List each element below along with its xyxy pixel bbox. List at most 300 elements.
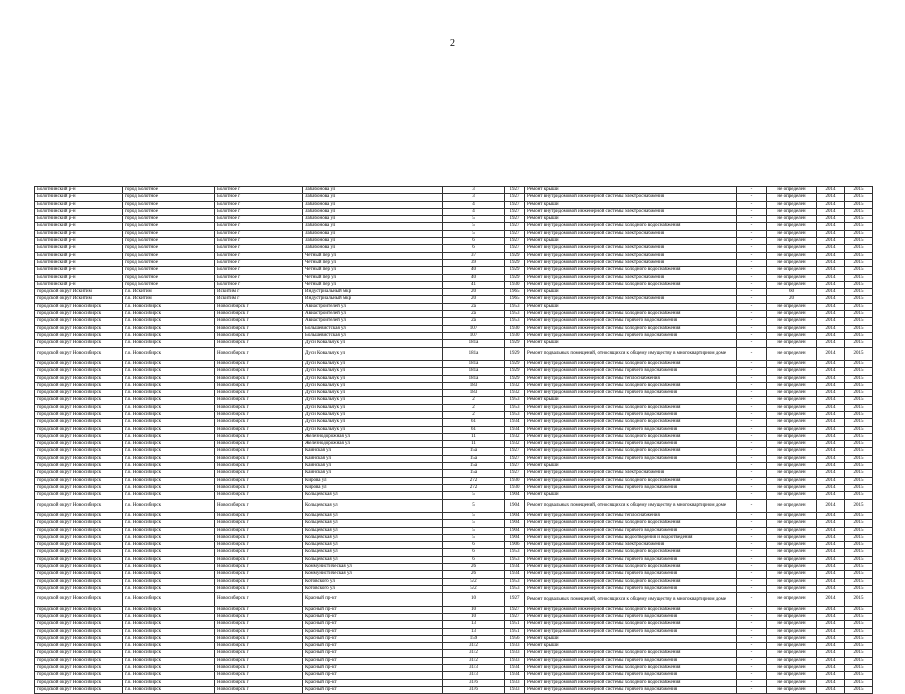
end-year-cell: 2015 <box>845 650 873 657</box>
start-year-cell: 2014 <box>817 201 845 208</box>
table-row <box>35 419 873 426</box>
municipal-district-cell: городской округ Новосибирск <box>35 664 123 671</box>
locality-cell: Болотное г <box>215 201 303 208</box>
locality-cell: Искитим г <box>215 289 303 296</box>
table-row <box>35 325 873 332</box>
work-type-cell: Ремонт внутридомовой инженерной системы горячего водоснабжения <box>525 390 737 397</box>
dash-cell: - <box>737 571 767 578</box>
municipal-district-cell: городской округ Новосибирск <box>35 549 123 556</box>
municipal-district-cell: городской округ Новосибирск <box>35 412 123 419</box>
build-year-cell: 1953 <box>505 318 525 325</box>
build-year-cell: 1904 <box>505 499 525 512</box>
end-year-cell: 2015 <box>845 201 873 208</box>
dash-cell: - <box>737 289 767 296</box>
locality-cell: Новосибирск г <box>215 512 303 519</box>
table-row <box>35 208 873 215</box>
house-number-cell: 2 <box>443 412 505 419</box>
table-row <box>35 628 873 635</box>
start-year-cell: 2014 <box>817 230 845 237</box>
start-year-cell: 2014 <box>817 433 845 440</box>
house-number-cell: 2 <box>443 404 505 411</box>
settlement-cell: г.о. Новосибирск <box>123 477 215 484</box>
dash-cell: - <box>737 419 767 426</box>
settlement-cell: г.о. Искитим <box>123 296 215 303</box>
build-year-cell: 1951 <box>505 621 525 628</box>
cost-cell: не определен <box>767 643 817 650</box>
work-type-cell: Ремонт внутридомовой инженерной системы холодного водоснабжения <box>525 382 737 389</box>
municipal-district-cell: городской округ Искитим <box>35 289 123 296</box>
settlement-cell: г.о. Новосибирск <box>123 340 215 347</box>
work-type-cell: Ремонт крыши <box>525 635 737 642</box>
locality-cell: Новосибирск г <box>215 585 303 592</box>
house-number-cell: 5 <box>443 216 505 223</box>
work-type-cell: Ремонт внутридомовой инженерной системы горячего водоснабжения <box>525 426 737 433</box>
municipal-district-cell: Болотнинский р-н <box>35 187 123 194</box>
street-cell: Дуси Ковальчук ул <box>303 347 443 360</box>
end-year-cell: 2015 <box>845 289 873 296</box>
start-year-cell: 2014 <box>817 311 845 318</box>
dash-cell: - <box>737 382 767 389</box>
end-year-cell: 2015 <box>845 340 873 347</box>
municipal-district-cell: городской округ Новосибирск <box>35 404 123 411</box>
cost-cell: не определен <box>767 628 817 635</box>
settlement-cell: г.о. Новосибирск <box>123 368 215 375</box>
table-row <box>35 397 873 404</box>
dash-cell: - <box>737 340 767 347</box>
settlement-cell: г.о. Новосибирск <box>123 455 215 462</box>
street-cell: Дуси Ковальчук ул <box>303 375 443 382</box>
build-year-cell: 1965 <box>505 289 525 296</box>
dash-cell: - <box>737 564 767 571</box>
table-row <box>35 303 873 310</box>
locality-cell: Искитим г <box>215 296 303 303</box>
build-year-cell: 1927 <box>505 208 525 215</box>
start-year-cell: 2014 <box>817 549 845 556</box>
settlement-cell: г.о. Новосибирск <box>123 492 215 499</box>
house-number-cell: 181а <box>443 368 505 375</box>
build-year-cell: 1927 <box>505 470 525 477</box>
build-year-cell: 1930 <box>505 484 525 491</box>
work-type-cell: Ремонт внутридомовой инженерной системы электроснабжения <box>525 470 737 477</box>
street-cell: Четный пер ул <box>303 259 443 266</box>
end-year-cell: 2015 <box>845 477 873 484</box>
work-type-cell: Ремонт крыши <box>525 643 737 650</box>
work-type-cell: Ремонт внутридомовой инженерной системы холодного водоснабжения <box>525 360 737 367</box>
street-cell: Дуси Ковальчук ул <box>303 340 443 347</box>
build-year-cell: 1933 <box>505 686 525 693</box>
locality-cell: Новосибирск г <box>215 455 303 462</box>
locality-cell: Новосибирск г <box>215 672 303 679</box>
work-type-cell: Ремонт внутридомовой инженерной системы водоотведения и водоотведения <box>525 534 737 541</box>
house-number-cell: 15а <box>443 463 505 470</box>
start-year-cell: 2014 <box>817 571 845 578</box>
work-type-cell: Ремонт внутридомовой инженерной системы горячего водоснабжения <box>525 455 737 462</box>
start-year-cell: 2014 <box>817 585 845 592</box>
house-number-cell: 5 <box>443 499 505 512</box>
end-year-cell: 2015 <box>845 404 873 411</box>
settlement-cell: г.о. Новосибирск <box>123 303 215 310</box>
dash-cell: - <box>737 512 767 519</box>
start-year-cell: 2014 <box>817 643 845 650</box>
street-cell: Дуси Ковальчук ул <box>303 404 443 411</box>
cost-cell: не определен <box>767 311 817 318</box>
dash-cell: - <box>737 578 767 585</box>
street-cell: Каинская ул <box>303 470 443 477</box>
start-year-cell: 2014 <box>817 686 845 693</box>
table-row <box>35 267 873 274</box>
dash-cell: - <box>737 238 767 245</box>
municipal-district-cell: Болотнинский р-н <box>35 201 123 208</box>
locality-cell: Новосибирск г <box>215 368 303 375</box>
cost-cell: не определен <box>767 606 817 613</box>
start-year-cell: 2014 <box>817 267 845 274</box>
house-number-cell: 31/2 <box>443 650 505 657</box>
table-row <box>35 216 873 223</box>
table-row <box>35 404 873 411</box>
work-type-cell: Ремонт внутридомовой инженерной системы горячего водоснабжения <box>525 657 737 664</box>
build-year-cell: 1934 <box>505 571 525 578</box>
locality-cell: Новосибирск г <box>215 621 303 628</box>
locality-cell: Новосибирск г <box>215 426 303 433</box>
house-number-cell: 5 <box>443 230 505 237</box>
table-row <box>35 477 873 484</box>
locality-cell: Болотное г <box>215 245 303 252</box>
house-number-cell: 15а <box>443 455 505 462</box>
work-type-cell: Ремонт внутридомовой инженерной системы горячего водоснабжения <box>525 441 737 448</box>
house-number-cell: 272 <box>443 484 505 491</box>
table-row <box>35 578 873 585</box>
cost-cell: не определен <box>767 527 817 534</box>
build-year-cell: 1927 <box>505 593 525 606</box>
cost-cell: не определен <box>767 245 817 252</box>
work-type-cell: Ремонт внутридомовой инженерной системы холодного водоснабжения <box>525 223 737 230</box>
build-year-cell: 1953 <box>505 578 525 585</box>
table-row <box>35 201 873 208</box>
locality-cell: Новосибирск г <box>215 635 303 642</box>
work-type-cell: Ремонт внутридомовой инженерной системы горячего водоснабжения <box>525 484 737 491</box>
municipal-district-cell: городской округ Новосибирск <box>35 534 123 541</box>
settlement-cell: город Болотное <box>123 245 215 252</box>
settlement-cell: г.о. Новосибирск <box>123 426 215 433</box>
settlement-cell: г.о. Новосибирск <box>123 397 215 404</box>
dash-cell: - <box>737 664 767 671</box>
start-year-cell: 2014 <box>817 542 845 549</box>
street-cell: Большевистская ул <box>303 325 443 332</box>
start-year-cell: 2014 <box>817 613 845 620</box>
table-row <box>35 382 873 389</box>
table-row <box>35 433 873 440</box>
cost-cell: не определен <box>767 542 817 549</box>
municipal-district-cell: городской округ Новосибирск <box>35 520 123 527</box>
street-cell: Дуси Ковальчук ул <box>303 419 443 426</box>
build-year-cell: 1933 <box>505 650 525 657</box>
street-cell: Железнодорожная ул <box>303 433 443 440</box>
municipal-district-cell: городской округ Новосибирск <box>35 382 123 389</box>
cost-cell: не определен <box>767 303 817 310</box>
municipal-district-cell: городской округ Новосибирск <box>35 441 123 448</box>
settlement-cell: город Болотное <box>123 201 215 208</box>
locality-cell: Болотное г <box>215 187 303 194</box>
dash-cell: - <box>737 281 767 288</box>
end-year-cell: 2015 <box>845 281 873 288</box>
start-year-cell: 2014 <box>817 223 845 230</box>
table-row <box>35 686 873 693</box>
locality-cell: Болотное г <box>215 194 303 201</box>
settlement-cell: г.о. Новосибирск <box>123 621 215 628</box>
locality-cell: Болотное г <box>215 259 303 266</box>
municipal-district-cell: городской округ Новосибирск <box>35 318 123 325</box>
table-row <box>35 463 873 470</box>
house-number-cell: 6 <box>443 238 505 245</box>
dash-cell: - <box>737 303 767 310</box>
table-row <box>35 252 873 259</box>
work-type-cell: Ремонт внутридомовой инженерной системы холодного водоснабжения <box>525 311 737 318</box>
end-year-cell: 2015 <box>845 412 873 419</box>
start-year-cell: 2014 <box>817 426 845 433</box>
dash-cell: - <box>737 650 767 657</box>
house-number-cell: 40 <box>443 274 505 281</box>
table-row <box>35 534 873 541</box>
work-type-cell: Ремонт крыши <box>525 463 737 470</box>
street-cell: Кольцевская ул <box>303 492 443 499</box>
municipal-district-cell: Болотнинский р-н <box>35 252 123 259</box>
house-number-cell: 183 <box>443 382 505 389</box>
table-row <box>35 542 873 549</box>
build-year-cell: 1933 <box>505 643 525 650</box>
work-type-cell: Ремонт внутридомовой инженерной системы горячего водоснабжения <box>525 412 737 419</box>
start-year-cell: 2014 <box>817 296 845 303</box>
dash-cell: - <box>737 208 767 215</box>
end-year-cell: 2015 <box>845 347 873 360</box>
house-number-cell: 3 <box>443 187 505 194</box>
start-year-cell: 2014 <box>817 375 845 382</box>
locality-cell: Болотное г <box>215 267 303 274</box>
dash-cell: - <box>737 267 767 274</box>
dash-cell: - <box>737 311 767 318</box>
street-cell: Красный пр-кт <box>303 628 443 635</box>
cost-cell: не определен <box>767 672 817 679</box>
build-year-cell: 1953 <box>505 311 525 318</box>
street-cell: Кольцевская ул <box>303 556 443 563</box>
municipal-district-cell: Болотнинский р-н <box>35 245 123 252</box>
dash-cell: - <box>737 549 767 556</box>
end-year-cell: 2015 <box>845 433 873 440</box>
cost-cell: не определен <box>767 318 817 325</box>
locality-cell: Новосибирск г <box>215 593 303 606</box>
house-number-cell: 26 <box>443 564 505 571</box>
table-row <box>35 390 873 397</box>
dash-cell: - <box>737 390 767 397</box>
house-number-cell: 5/2 <box>443 578 505 585</box>
dash-cell: - <box>737 296 767 303</box>
work-type-cell: Ремонт крыши <box>525 492 737 499</box>
work-type-cell: Ремонт внутридомовой инженерной системы электроснабжения <box>525 542 737 549</box>
municipal-district-cell: Болотнинский р-н <box>35 274 123 281</box>
street-cell: Кольцевская ул <box>303 534 443 541</box>
work-type-cell: Ремонт внутридомовой инженерной системы холодного водоснабжения <box>525 520 737 527</box>
locality-cell: Болотное г <box>215 274 303 281</box>
locality-cell: Новосибирск г <box>215 397 303 404</box>
start-year-cell: 2014 <box>817 245 845 252</box>
build-year-cell: 1929 <box>505 375 525 382</box>
work-type-cell: Ремонт внутридомовой инженерной системы электроснабжения <box>525 245 737 252</box>
work-type-cell: Ремонт внутридомовой инженерной системы теплоснабжения <box>525 375 737 382</box>
dash-cell: - <box>737 426 767 433</box>
settlement-cell: г.о. Новосибирск <box>123 657 215 664</box>
dash-cell: - <box>737 463 767 470</box>
street-cell: Каинская ул <box>303 463 443 470</box>
start-year-cell: 2014 <box>817 512 845 519</box>
settlement-cell: г.о. Новосибирск <box>123 441 215 448</box>
cost-cell: не определен <box>767 556 817 563</box>
municipal-district-cell: городской округ Новосибирск <box>35 455 123 462</box>
dash-cell: - <box>737 252 767 259</box>
street-cell: Авиастроителей ул <box>303 318 443 325</box>
house-number-cell: 5 <box>443 520 505 527</box>
settlement-cell: г.о. Новосибирск <box>123 382 215 389</box>
end-year-cell: 2015 <box>845 585 873 592</box>
house-number-cell: 2 <box>443 397 505 404</box>
settlement-cell: г.о. Новосибирск <box>123 499 215 512</box>
table-row <box>35 259 873 266</box>
locality-cell: Новосибирск г <box>215 340 303 347</box>
house-number-cell: 4 <box>443 208 505 215</box>
municipal-district-cell: городской округ Новосибирск <box>35 657 123 664</box>
house-number-cell: 107 <box>443 325 505 332</box>
settlement-cell: город Болотное <box>123 259 215 266</box>
start-year-cell: 2014 <box>817 347 845 360</box>
work-type-cell: Ремонт крыши <box>525 201 737 208</box>
work-type-cell: Ремонт внутридомовой инженерной системы холодного водоснабжения <box>525 606 737 613</box>
start-year-cell: 2014 <box>817 606 845 613</box>
dash-cell: - <box>737 216 767 223</box>
street-cell: Каинская ул <box>303 448 443 455</box>
cost-cell: не определен <box>767 412 817 419</box>
build-year-cell: 1927 <box>505 606 525 613</box>
street-cell: Красный пр-кт <box>303 664 443 671</box>
start-year-cell: 2014 <box>817 628 845 635</box>
house-number-cell: 13 <box>443 621 505 628</box>
municipal-district-cell: Болотнинский р-н <box>35 238 123 245</box>
cost-cell: не определен <box>767 223 817 230</box>
start-year-cell: 2014 <box>817 259 845 266</box>
cost-cell: не определен <box>767 382 817 389</box>
dash-cell: - <box>737 635 767 642</box>
house-number-cell: 11 <box>443 433 505 440</box>
table-row <box>35 593 873 606</box>
cost-cell: не определен <box>767 564 817 571</box>
settlement-cell: г.о. Новосибирск <box>123 520 215 527</box>
end-year-cell: 2015 <box>845 657 873 664</box>
table-row <box>35 499 873 512</box>
work-type-cell: Ремонт внутридомовой инженерной системы горячего водоснабжения <box>525 672 737 679</box>
build-year-cell: 1934 <box>505 564 525 571</box>
build-year-cell: 1933 <box>505 657 525 664</box>
end-year-cell: 2015 <box>845 484 873 491</box>
work-type-cell: Ремонт внутридомовой инженерной системы холодного водоснабжения <box>525 664 737 671</box>
settlement-cell: город Болотное <box>123 187 215 194</box>
cost-cell: не определен <box>767 571 817 578</box>
cost-cell: не определен <box>767 650 817 657</box>
table-row <box>35 455 873 462</box>
end-year-cell: 2015 <box>845 492 873 499</box>
settlement-cell: город Болотное <box>123 238 215 245</box>
street-cell: Красный пр-кт <box>303 657 443 664</box>
table-row <box>35 556 873 563</box>
cost-cell: не определен <box>767 585 817 592</box>
table-row <box>35 311 873 318</box>
street-cell: Красный пр-кт <box>303 679 443 686</box>
settlement-cell: г.о. Новосибирск <box>123 433 215 440</box>
build-year-cell: 1927 <box>505 245 525 252</box>
locality-cell: Новосибирск г <box>215 664 303 671</box>
end-year-cell: 2015 <box>845 679 873 686</box>
cost-cell: не определен <box>767 187 817 194</box>
locality-cell: Болотное г <box>215 216 303 223</box>
table-row <box>35 549 873 556</box>
municipal-district-cell: городской округ Новосибирск <box>35 375 123 382</box>
locality-cell: Новосибирск г <box>215 492 303 499</box>
table-row <box>35 470 873 477</box>
cost-cell: не определен <box>767 281 817 288</box>
end-year-cell: 2015 <box>845 549 873 556</box>
house-number-cell: 5 <box>443 492 505 499</box>
dash-cell: - <box>737 187 767 194</box>
street-cell: Коммунистическая ул <box>303 571 443 578</box>
settlement-cell: город Болотное <box>123 281 215 288</box>
dash-cell: - <box>737 441 767 448</box>
start-year-cell: 2014 <box>817 318 845 325</box>
municipal-district-cell: Болотнинский р-н <box>35 267 123 274</box>
build-year-cell: 1953 <box>505 412 525 419</box>
build-year-cell: 1927 <box>505 463 525 470</box>
cost-cell: не определен <box>767 621 817 628</box>
build-year-cell: 1927 <box>505 448 525 455</box>
house-number-cell: 6 <box>443 556 505 563</box>
house-number-cell: 13 <box>443 628 505 635</box>
end-year-cell: 2015 <box>845 216 873 223</box>
start-year-cell: 2014 <box>817 527 845 534</box>
cost-cell: не определен <box>767 194 817 201</box>
start-year-cell: 2014 <box>817 477 845 484</box>
house-number-cell: 183 <box>443 390 505 397</box>
table-row <box>35 512 873 519</box>
work-type-cell: Ремонт внутридомовой инженерной системы теплоснабжения <box>525 512 737 519</box>
street-cell: Кольцевская ул <box>303 549 443 556</box>
work-type-cell: Ремонт внутридомовой инженерной системы горячего водоснабжения <box>525 332 737 339</box>
build-year-cell: 1953 <box>505 585 525 592</box>
municipal-district-cell: городской округ Новосибирск <box>35 477 123 484</box>
municipal-district-cell: Болотнинский р-н <box>35 230 123 237</box>
build-year-cell: 1927 <box>505 194 525 201</box>
end-year-cell: 2015 <box>845 441 873 448</box>
house-number-cell: 39 <box>443 259 505 266</box>
municipal-district-cell: Болотнинский р-н <box>35 281 123 288</box>
build-year-cell: 1934 <box>505 672 525 679</box>
street-cell: Забабонова ул <box>303 245 443 252</box>
table-row <box>35 664 873 671</box>
municipal-district-cell: городской округ Новосибирск <box>35 433 123 440</box>
street-cell: Четный пер ул <box>303 274 443 281</box>
cost-cell: не определен <box>767 492 817 499</box>
street-cell: Забабонова ул <box>303 223 443 230</box>
settlement-cell: г.о. Новосибирск <box>123 606 215 613</box>
settlement-cell: г.о. Новосибирск <box>123 527 215 534</box>
end-year-cell: 2015 <box>845 621 873 628</box>
settlement-cell: г.о. Новосибирск <box>123 585 215 592</box>
start-year-cell: 2014 <box>817 194 845 201</box>
build-year-cell: 1906 <box>505 542 525 549</box>
